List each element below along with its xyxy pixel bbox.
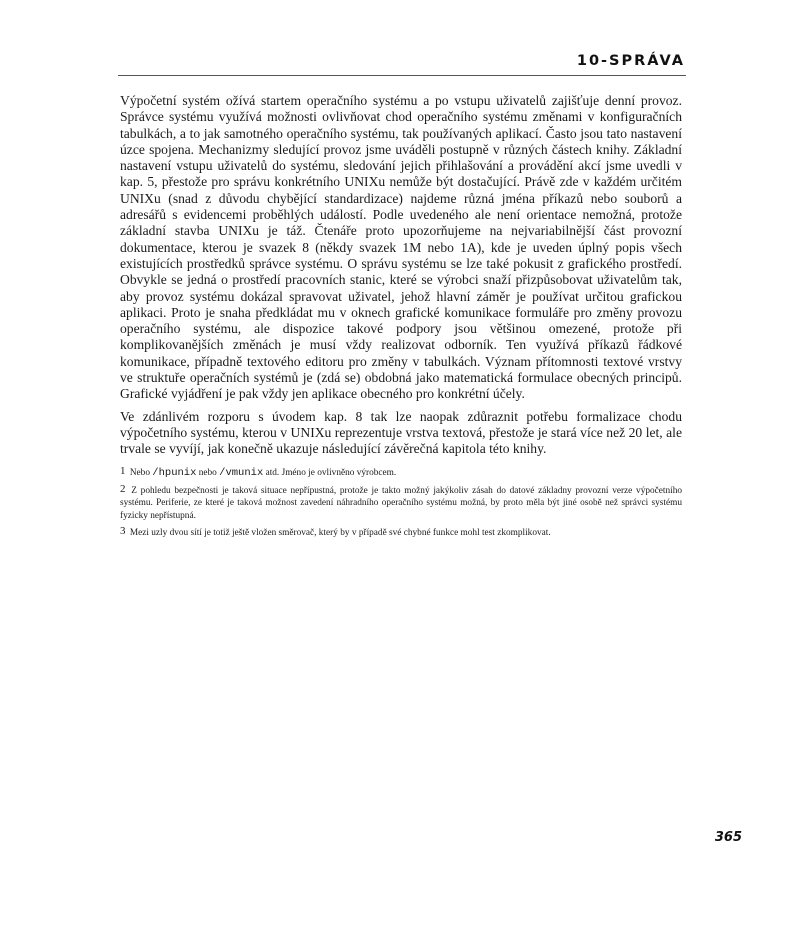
footnote-code: /hpunix xyxy=(152,467,197,479)
running-header: 10-SPRÁVA xyxy=(576,53,685,69)
footnote-mark: 2 xyxy=(120,482,126,495)
footnote-code: /vmunix xyxy=(219,467,264,479)
footnote-3 xyxy=(120,527,682,540)
footnote-2 xyxy=(120,482,683,523)
footnote-mark: 3 xyxy=(120,525,126,538)
paragraph-1: Výpočetní systém ožívá startem operačního systému a po vstupu uživatelů zajišťuje denní provoz. Správce systému využívá možnosti ovlivňovat chod operačního systému změnami v konfiguračních tabulkách, a to jak samotného operačního systému, tak používaných aplikací. Často jsou tato nastavení úzce spojena. Mechanizmy sledující provoz jsme uváděli postupně v různých částech knihy. Základní nastavení vstupu uživatelů do systému, sledování jejich přihlašování a provádění akcí jsme uvedli v kap. 5, přestože pro správu konkrétního UNIXu nemůže být dostačující. Právě zde v každém určitém UNIXu (snad z důvodu chybějící standardizace) najdeme různá jména příkazů nebo souborů a adresářů s evidencemi proběhlých událostí. Podle uvedeného ale není orientace nemožná, protože základní stavba UNIXu je táž. Čtenáře proto upozorňujeme na nejvariabilnější část provozní dokumentace, kterou je svazek 8 (někdy svazek 1M nebo 1A), kde je uveden úplný popis všech existujících prostředků správce systému. O správu systému se lze také pokusit z grafického prostředí. Obvykle se jedná o prostředí pracovních stanic, které se výrobci snaží přizpůsobovat uživatelům tak, aby provoz systému dokázal spravovat uživatel, jehož hlavní záměr je používat určitou grafickou aplikaci. Proto je snaha předkládat mu v oknech grafické komunikace formuláře pro změny provozu operačního systému, ale dispozice takové podpory jsou většinou omezené, protože při komplikovanějších změnách je musí vždy realizovat odborník. Ten využívá příkazů řádkové komunikace, případně textového editoru pro změny v tabulkách. Význam přítomnosti textové vrstvy ve struktuře operačních systémů je (zdá se) obdobná jako matematická formulace obecných principů. Grafické vyjádření je pak vždy jen aplikace obecného pro konkrétní účely. xyxy=(120,93,682,402)
page-number: 365 xyxy=(714,830,742,845)
footnote-mark: 1 xyxy=(120,465,126,477)
body-text xyxy=(120,93,682,464)
footnote-text: atd. Jméno je ovlivněno výrobcem. xyxy=(263,468,397,478)
header-rule xyxy=(118,75,686,76)
footnote-text: Nebo xyxy=(129,468,153,478)
footnote-text: Mezi uzly dvou sítí je totiž ještě vložen směrovač, který by v případě své chybné funkce mohl test zkomplikovat. xyxy=(129,528,551,539)
footnote-1 xyxy=(120,467,682,480)
paragraph-2: Ve zdánlivém rozporu s úvodem kap. 8 tak lze naopak zdůraznit potřebu formalizace chodu výpočetního systému, kterou v UNIXu reprezentuje vrstva textová, přestože je stará více než 20 let, ale trvale se vyvíjí, jak konečně ukazuje následující závěrečná kapitola této knihy. xyxy=(120,408,682,457)
footnotes xyxy=(120,467,682,545)
footnote-text: Z pohledu bezpečnosti je taková situace nepřípustná, protože je takto možný jakýkoliv zásah do datové základny provozní verze výpočetního systému. Periferie, ze které je taková možnost zavedení náhradního operačního systému možná, by proto měla být jiné osobě než správci systému fyzicky nepřístupná. xyxy=(120,485,683,521)
footnote-text: nebo xyxy=(196,468,220,478)
